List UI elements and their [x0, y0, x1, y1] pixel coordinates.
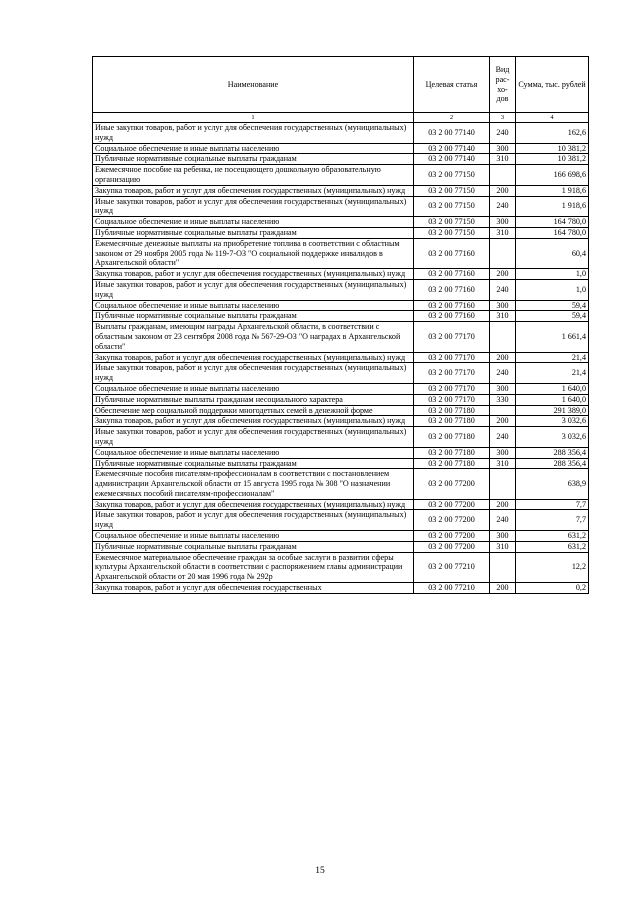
row-name-cell: Публичные нормативные социальные выплаты гражданам: [93, 154, 414, 165]
row-code-cell: 03 2 00 77210: [414, 552, 490, 582]
column-number: 1: [93, 113, 414, 123]
row-type-cell: 200: [490, 499, 516, 510]
row-code-cell: 03 2 00 77160: [414, 311, 490, 322]
row-sum-cell: 1 661,4: [516, 322, 589, 352]
row-sum-cell: 59,4: [516, 300, 589, 311]
row-type-cell: [490, 322, 516, 352]
table-row: [93, 217, 589, 228]
row-type-cell: 240: [490, 363, 516, 384]
row-sum-cell: 291 389,0: [516, 405, 589, 416]
row-sum-cell: 1,0: [516, 279, 589, 300]
row-name-cell: Выплаты гражданам, имеющим награды Архангельской области, в соответствии с областным законом от 23 сентября 2008 года № 567-29-ОЗ "О наградах в Архангельской области": [93, 322, 414, 352]
row-type-cell: 300: [490, 447, 516, 458]
row-code-cell: 03 2 00 77180: [414, 427, 490, 448]
row-code-cell: 03 2 00 77160: [414, 300, 490, 311]
row-name-cell: Иные закупки товаров, работ и услуг для обеспечения государственных (муниципальных) нужд: [93, 196, 414, 217]
row-sum-cell: 21,4: [516, 363, 589, 384]
row-sum-cell: 21,4: [516, 352, 589, 363]
table-row: [93, 300, 589, 311]
row-code-cell: 03 2 00 77150: [414, 185, 490, 196]
row-name-cell: Иные закупки товаров, работ и услуг для обеспечения государственных (муниципальных) нужд: [93, 363, 414, 384]
row-code-cell: 03 2 00 77200: [414, 499, 490, 510]
row-type-cell: [490, 552, 516, 582]
table-row: [93, 394, 589, 405]
row-sum-cell: 1,0: [516, 269, 589, 280]
row-sum-cell: 638,9: [516, 469, 589, 499]
column-number: 3: [490, 113, 516, 123]
table-row: [93, 352, 589, 363]
row-name-cell: Иные закупки товаров, работ и услуг для обеспечения государственных (муниципальных) нужд: [93, 510, 414, 531]
page-number: 15: [315, 866, 325, 876]
table-row: [93, 383, 589, 394]
row-code-cell: 03 2 00 77170: [414, 352, 490, 363]
row-code-cell: 03 2 00 77150: [414, 227, 490, 238]
row-type-cell: 310: [490, 541, 516, 552]
table-row: [93, 427, 589, 448]
budget-table: [92, 56, 589, 594]
row-sum-cell: 0,2: [516, 583, 589, 594]
row-sum-cell: 162,6: [516, 123, 589, 144]
table-row: [93, 269, 589, 280]
row-name-cell: Социальное обеспечение и иные выплаты населению: [93, 217, 414, 228]
row-type-cell: [490, 405, 516, 416]
column-number-row: [93, 113, 589, 123]
row-type-cell: 310: [490, 154, 516, 165]
row-type-cell: 300: [490, 531, 516, 542]
row-code-cell: 03 2 00 77200: [414, 531, 490, 542]
row-type-cell: 240: [490, 123, 516, 144]
table-row: [93, 363, 589, 384]
row-sum-cell: 59,4: [516, 311, 589, 322]
table-row: [93, 541, 589, 552]
table-row: [93, 311, 589, 322]
column-number: 4: [516, 113, 589, 123]
row-sum-cell: 631,2: [516, 541, 589, 552]
row-type-cell: 310: [490, 311, 516, 322]
row-type-cell: 300: [490, 143, 516, 154]
row-type-cell: 200: [490, 352, 516, 363]
header-name: Наименование: [93, 57, 414, 113]
table-row: [93, 196, 589, 217]
row-name-cell: Ежемесячное пособие на ребенка, не посещающего дошкольную образовательную организацию: [93, 165, 414, 186]
table-row: [93, 552, 589, 582]
row-name-cell: Социальное обеспечение и иные выплаты населению: [93, 383, 414, 394]
row-name-cell: Иные закупки товаров, работ и услуг для обеспечения государственных (муниципальных) нужд: [93, 279, 414, 300]
row-sum-cell: 1 918,6: [516, 196, 589, 217]
row-sum-cell: 1 918,6: [516, 185, 589, 196]
row-sum-cell: 3 032,6: [516, 427, 589, 448]
row-name-cell: Публичные нормативные социальные выплаты гражданам: [93, 311, 414, 322]
table-row: [93, 143, 589, 154]
row-code-cell: 03 2 00 77150: [414, 217, 490, 228]
row-name-cell: Социальное обеспечение и иные выплаты населению: [93, 143, 414, 154]
row-code-cell: 03 2 00 77180: [414, 405, 490, 416]
row-name-cell: Закупка товаров, работ и услуг для обеспечения государственных (муниципальных) нужд: [93, 352, 414, 363]
row-sum-cell: 288 356,4: [516, 458, 589, 469]
row-name-cell: Ежемесячные пособия писателям-профессионалам в соответствии с постановлением администрации Архангельской области от 15 августа 1995 года № 308 "О назначении ежемесячных пособий писателям-профессионалам": [93, 469, 414, 499]
row-code-cell: 03 2 00 77170: [414, 383, 490, 394]
header-sum: Сумма, тыс. рублей: [516, 57, 589, 113]
row-name-cell: Публичные нормативные социальные выплаты гражданам: [93, 541, 414, 552]
row-code-cell: 03 2 00 77210: [414, 583, 490, 594]
row-code-cell: 03 2 00 77160: [414, 279, 490, 300]
row-sum-cell: 7,7: [516, 510, 589, 531]
row-code-cell: 03 2 00 77180: [414, 458, 490, 469]
row-type-cell: 310: [490, 227, 516, 238]
row-name-cell: Закупка товаров, работ и услуг для обеспечения государственных (муниципальных) нужд: [93, 416, 414, 427]
table-row: [93, 458, 589, 469]
row-type-cell: 200: [490, 185, 516, 196]
header-code: Целевая статья: [414, 57, 490, 113]
row-name-cell: Публичные нормативные социальные выплаты гражданам: [93, 227, 414, 238]
row-type-cell: 200: [490, 583, 516, 594]
row-sum-cell: 1 640,0: [516, 394, 589, 405]
row-name-cell: Закупка товаров, работ и услуг для обеспечения государственных (муниципальных) нужд: [93, 499, 414, 510]
row-type-cell: 300: [490, 300, 516, 311]
table-row: [93, 154, 589, 165]
row-name-cell: Социальное обеспечение и иные выплаты населению: [93, 447, 414, 458]
row-name-cell: Иные закупки товаров, работ и услуг для обеспечения государственных (муниципальных) нужд: [93, 427, 414, 448]
table-row: [93, 123, 589, 144]
row-name-cell: Социальное обеспечение и иные выплаты населению: [93, 300, 414, 311]
table-header-row: [93, 57, 589, 113]
table-row: [93, 447, 589, 458]
budget-table-page: [92, 56, 588, 594]
row-sum-cell: 631,2: [516, 531, 589, 542]
row-sum-cell: 288 356,4: [516, 447, 589, 458]
row-code-cell: 03 2 00 77160: [414, 269, 490, 280]
row-sum-cell: 7,7: [516, 499, 589, 510]
row-code-cell: 03 2 00 77150: [414, 196, 490, 217]
row-code-cell: 03 2 00 77140: [414, 154, 490, 165]
column-number: 2: [414, 113, 490, 123]
row-name-cell: Закупка товаров, работ и услуг для обеспечения государственных (муниципальных) нужд: [93, 185, 414, 196]
table-row: [93, 165, 589, 186]
row-type-cell: [490, 469, 516, 499]
row-type-cell: 310: [490, 458, 516, 469]
row-type-cell: 240: [490, 510, 516, 531]
row-sum-cell: 60,4: [516, 238, 589, 268]
header-type: Вид рас- хо- дов: [490, 57, 516, 113]
row-type-cell: 200: [490, 269, 516, 280]
table-row: [93, 227, 589, 238]
row-code-cell: 03 2 00 77140: [414, 143, 490, 154]
row-name-cell: Ежемесячное материальное обеспечение граждан за особые заслуги в развитии сферы культуры Архангельской области в соответствии с распоряжением главы администрации Архангельской области от 20 мая 1996 года № 292р: [93, 552, 414, 582]
table-row: [93, 499, 589, 510]
row-type-cell: 300: [490, 217, 516, 228]
row-name-cell: Публичные нормативные социальные выплаты гражданам: [93, 458, 414, 469]
row-code-cell: 03 2 00 77160: [414, 238, 490, 268]
row-sum-cell: 10 381,2: [516, 154, 589, 165]
row-sum-cell: 3 032,6: [516, 416, 589, 427]
row-code-cell: 03 2 00 77200: [414, 469, 490, 499]
row-type-cell: 200: [490, 416, 516, 427]
table-row: [93, 279, 589, 300]
table-row: [93, 405, 589, 416]
row-sum-cell: 1 640,0: [516, 383, 589, 394]
row-name-cell: Социальное обеспечение и иные выплаты населению: [93, 531, 414, 542]
table-row: [93, 469, 589, 499]
row-name-cell: Публичные нормативные выплаты гражданам несоциального характера: [93, 394, 414, 405]
row-name-cell: Закупка товаров, работ и услуг для обеспечения государственных (муниципальных) нужд: [93, 269, 414, 280]
table-row: [93, 583, 589, 594]
row-type-cell: [490, 165, 516, 186]
row-sum-cell: 12,2: [516, 552, 589, 582]
row-code-cell: 03 2 00 77170: [414, 322, 490, 352]
row-code-cell: 03 2 00 77140: [414, 123, 490, 144]
row-name-cell: Ежемесячные денежные выплаты на приобретение топлива в соответствии с областным законом от 29 ноября 2005 года № 119-7-ОЗ "О социальной поддержке инвалидов в Архангельской области": [93, 238, 414, 268]
row-code-cell: 03 2 00 77200: [414, 510, 490, 531]
row-code-cell: 03 2 00 77180: [414, 447, 490, 458]
table-row: [93, 510, 589, 531]
row-type-cell: 240: [490, 279, 516, 300]
table-row: [93, 416, 589, 427]
row-code-cell: 03 2 00 77200: [414, 541, 490, 552]
row-code-cell: 03 2 00 77170: [414, 394, 490, 405]
row-name-cell: Обеспечение мер социальной поддержки многодетных семей в денежной форме: [93, 405, 414, 416]
row-code-cell: 03 2 00 77150: [414, 165, 490, 186]
row-type-cell: 240: [490, 427, 516, 448]
row-code-cell: 03 2 00 77180: [414, 416, 490, 427]
table-row: [93, 322, 589, 352]
table-row: [93, 185, 589, 196]
table-row: [93, 531, 589, 542]
row-type-cell: 300: [490, 383, 516, 394]
row-sum-cell: 166 698,6: [516, 165, 589, 186]
row-name-cell: Закупка товаров, работ и услуг для обеспечения государственных: [93, 583, 414, 594]
table-row: [93, 238, 589, 268]
row-type-cell: [490, 238, 516, 268]
row-sum-cell: 10 381,2: [516, 143, 589, 154]
row-sum-cell: 164 780,0: [516, 217, 589, 228]
row-code-cell: 03 2 00 77170: [414, 363, 490, 384]
row-name-cell: Иные закупки товаров, работ и услуг для обеспечения государственных (муниципальных) нужд: [93, 123, 414, 144]
row-type-cell: 240: [490, 196, 516, 217]
row-sum-cell: 164 780,0: [516, 227, 589, 238]
row-type-cell: 330: [490, 394, 516, 405]
